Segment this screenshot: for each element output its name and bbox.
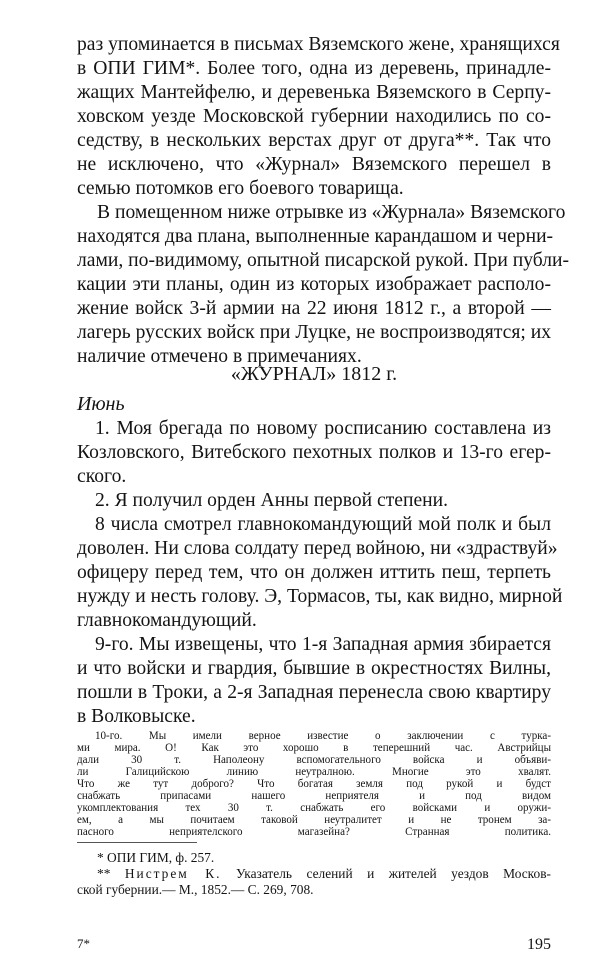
text-line: не исключено, что «Журнал» Вяземского перешел в (77, 154, 551, 175)
month-subheading: Июнь (77, 393, 125, 415)
text-line: наличие отмечено в примечаниях. (77, 346, 362, 367)
text-line: пошли в Троки, а 2-я Западная перенесла свою квартиру (77, 682, 551, 703)
text-line: ховском уезде Московской губернии находились по со- (77, 106, 551, 127)
text-line: 8 числа смотрел главнокомандующий мой полк и был (95, 514, 551, 535)
text-line: 9-го. Мы извещены, что 1-я Западная армия збирается (95, 634, 551, 655)
text-line: кации эти планы, один из которых изображает располо- (77, 274, 551, 295)
text-line: нужду и несть голову. Э, Тормасов, ты, как видно, мирной (77, 586, 563, 607)
text-line: 2. Я получил орден Анны первой степени. (95, 490, 449, 511)
text-line: жение войск 3-й армии на 22 июня 1812 г., а второй — (77, 298, 551, 319)
text-line: Что же тут доброго? Что богатая земля под рукой и будст (77, 778, 551, 790)
text-line: в ОПИ ГИМ*. Более того, одна из деревень, принадле- (77, 58, 551, 79)
text-line: в Волковыске. (77, 706, 196, 727)
footnotes (77, 0, 570, 930)
text-line: ми мира. О! Как это хорошо в теперешний час. Австрийцы (77, 742, 551, 754)
text-line: главнокомандующий. (77, 610, 257, 631)
footnote-2-text: Указатель селений и жителей уездов Москов- (235, 866, 551, 881)
text-line: семью потомков его боевого товарища. (77, 178, 404, 199)
text-line: офицеру перед тем, что он должен иттить пеш, терпеть (77, 562, 551, 583)
text-line: В помещенном ниже отрывке из «Журнала» Вяземского (97, 202, 566, 223)
footnote-2-author: Нистрем К. (124, 866, 222, 881)
text-line: ли Галицийскою линию неутралною. Многие это хвалят. (77, 766, 551, 778)
text-line: жащих Мантейфелю, и деревенька Вяземского в Серпу- (77, 82, 551, 103)
footnote-2-star: ** (97, 866, 111, 881)
text-line: пасного неприятелского магазейна? Странная политика. (77, 826, 551, 838)
text-line: снабжать припасами нашего неприятеля и под видом (77, 790, 551, 802)
text-line: дали 30 т. Наполеону вспомогательного войска и объяви- (77, 754, 551, 766)
text-line: ем, а мы почитаем таковой неутралитет и не тронем за- (77, 814, 551, 826)
text-line: находятся два плана, выполненные карандашом и черни- (77, 226, 554, 247)
footnote-2 (97, 866, 551, 882)
footnote-2-line2: ской губернии.— М., 1852.— С. 269, 708. (77, 882, 314, 897)
text-line: доволен. Ни слова солдату перед войною, ни «здраствуй» (77, 538, 558, 559)
text-line: седству, в нескольких верстах друг от друга**. Так что (77, 130, 551, 151)
text-line: раз упоминается в письмах Вяземского жене, хранящихся (77, 34, 560, 55)
text-line: укомплектования тех 30 т. снабжать его войсками и оружи- (77, 802, 551, 814)
text-line: и что войски и гвардия, бывшие в окрестностях Вилны, (77, 658, 551, 679)
text-line: Козловского, Витебского пехотных полков и 13-го егер- (77, 442, 551, 463)
page-number: 195 (527, 936, 551, 953)
text-line: лагерь русских войск при Луцке, не воспроизводятся; их (77, 322, 551, 343)
text-line: 10-го. Мы имели верное известие о заключении с турка- (95, 730, 551, 742)
text-line: 1. Моя брегада по новому росписанию составлена из (95, 418, 551, 439)
text-line: лами, по-видимому, опытной писарской рукой. При публи- (77, 250, 570, 271)
footnote-1: * ОПИ ГИМ, ф. 257. (97, 850, 215, 865)
text-line: ского. (77, 466, 127, 487)
printer-signature: 7* (77, 936, 90, 951)
section-heading: «ЖУРНАЛ» 1812 г. (230, 363, 398, 385)
